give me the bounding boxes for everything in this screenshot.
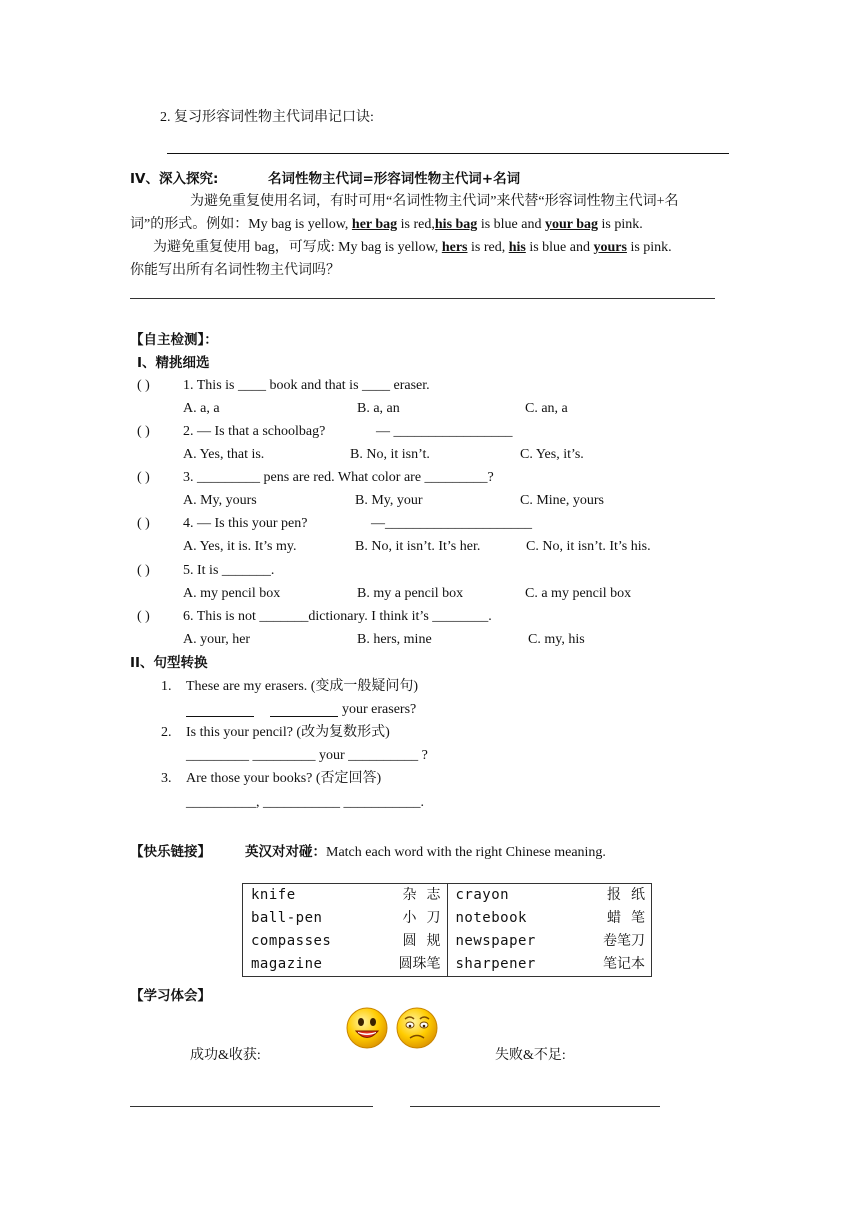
meaning: 小刀 (402, 911, 451, 926)
section-iv-heading: IV、深入探究: (130, 171, 219, 187)
failure-answer-line[interactable] (410, 1106, 660, 1107)
failure-label: 失败&不足: (495, 1048, 566, 1063)
answer-paren[interactable]: ( ) (137, 516, 150, 531)
transform-1-answer: your erasers? (342, 702, 417, 717)
happy-link-heading: 【快乐链接】 (130, 844, 211, 860)
option-a: A. a, a (183, 401, 220, 416)
answer-paren[interactable]: ( ) (137, 470, 150, 485)
word: notebook (455, 910, 527, 926)
success-label: 成功&收获: (190, 1048, 261, 1063)
happy-link-instruction: 英汉对对碰：Match each word with the right Chinese meaning. (245, 844, 606, 860)
transform-2-answer: _________ _________ your __________ ? (186, 748, 428, 763)
transform-2-number: 2. (161, 725, 172, 740)
part-1-heading: I、精挑细选 (137, 355, 210, 371)
question-5: 5. It is _______. (183, 563, 275, 578)
word: crayon (455, 887, 510, 903)
meaning: 蜡笔 (607, 911, 655, 926)
option-c: C. Yes, it’s. (520, 447, 584, 462)
paragraph-2: 为避免重复使用 bag，可写成: My bag is yellow, hers is red, his is blue and yours is pink. (153, 240, 672, 255)
paragraph-1-line-1: 为避免重复使用名词，有时可用“名词性物主代词”来代替“形容词性物主代词+名 (190, 194, 679, 209)
option-b: B. hers, mine (357, 632, 432, 647)
table-row (243, 953, 652, 977)
question-4: 4. — Is this your pen? (183, 516, 308, 531)
word: sharpener (455, 956, 536, 972)
blank-line[interactable] (186, 716, 254, 717)
option-c: C. Mine, yours (520, 493, 604, 508)
question-text: 你能写出所有名词性物主代词吗？ (130, 263, 340, 278)
word: compasses (251, 933, 332, 949)
word: newspaper (455, 933, 536, 949)
question-2: 2. — Is that a schoolbag? (183, 424, 326, 439)
option-b: B. My, your (355, 493, 423, 508)
matching-table (242, 883, 655, 977)
table-row (243, 907, 652, 930)
example-his-bag: his bag (434, 217, 478, 232)
transform-2-text: Is this your pencil? (改为复数形式) (186, 725, 390, 740)
reflection-heading: 【学习体会】 (130, 988, 211, 1004)
option-b: B. No, it isn’t. (350, 447, 430, 462)
example-her-bag: her bag (351, 217, 398, 232)
section-iv-formula: 名词性物主代词=形容词性物主代词+名词 (268, 171, 521, 187)
meaning: 笔记本 (603, 957, 645, 972)
answer-line (167, 153, 729, 154)
option-a: A. Yes, that is. (183, 447, 265, 462)
answer-paren[interactable]: ( ) (137, 424, 150, 439)
sad-face-icon (395, 1006, 439, 1050)
option-c: C. my, his (528, 632, 585, 647)
option-b: B. my a pencil box (357, 586, 464, 601)
success-answer-line[interactable] (130, 1106, 373, 1107)
option-b: B. a, an (357, 401, 400, 416)
answer-paren[interactable]: ( ) (137, 609, 150, 624)
transform-3-answer: __________, ___________ ___________. (186, 795, 424, 810)
paragraph-1-line-2: 词”的形式。例如：My bag is yellow, her bag is red,his bag is blue and your bag is pink. (130, 217, 643, 232)
meaning: 圆规 (402, 934, 451, 949)
meaning: 卷笔刀 (603, 934, 645, 949)
word: magazine (251, 956, 323, 972)
option-c: C. a my pencil box (525, 586, 632, 601)
option-c: C. No, it isn’t. It’s his. (526, 539, 651, 554)
transform-3-text: Are those your books? (否定回答) (186, 771, 382, 786)
answer-paren[interactable]: ( ) (137, 378, 150, 393)
option-b: B. No, it isn’t. It’s her. (355, 539, 481, 554)
table-row (243, 930, 652, 953)
meaning: 杂志 (402, 888, 451, 903)
question-4-answer: —_____________________ (371, 516, 532, 531)
word: ball-pen (251, 910, 323, 926)
question-3: 3. _________ pens are red. What color are _________? (183, 470, 494, 485)
example-hers: hers (441, 240, 468, 255)
review-item-2: 2. 复习形容词性物主代词串记口诀: (160, 110, 374, 125)
option-a: A. My, yours (183, 493, 257, 508)
example-his: his (508, 240, 526, 255)
transform-1-text: These are my erasers. (变成一般疑问句) (186, 679, 419, 694)
question-1: 1. This is ____ book and that is ____ eraser. (183, 378, 430, 393)
answer-line (130, 298, 715, 299)
question-6: 6. This is not _______dictionary. I think it’s ________. (183, 609, 492, 624)
blank-line[interactable] (270, 716, 338, 717)
option-a: A. my pencil box (183, 586, 281, 601)
happy-face-icon (345, 1006, 389, 1050)
answer-paren[interactable]: ( ) (137, 563, 150, 578)
option-a: A. your, her (183, 632, 251, 647)
question-2-answer: — _________________ (376, 424, 513, 439)
transform-3-number: 3. (161, 771, 172, 786)
option-c: C. an, a (525, 401, 568, 416)
meaning: 圆珠笔 (398, 957, 441, 972)
example-yours: yours (593, 240, 627, 255)
transform-1-number: 1. (161, 679, 172, 694)
self-test-heading: 【自主检测】： (130, 332, 218, 348)
option-a: A. Yes, it is. It’s my. (183, 539, 297, 554)
word: knife (251, 887, 296, 903)
meaning: 报纸 (607, 888, 655, 903)
example-your-bag: your bag (544, 217, 599, 232)
table-row (243, 884, 652, 908)
part-2-heading: II、句型转换 (130, 655, 208, 671)
